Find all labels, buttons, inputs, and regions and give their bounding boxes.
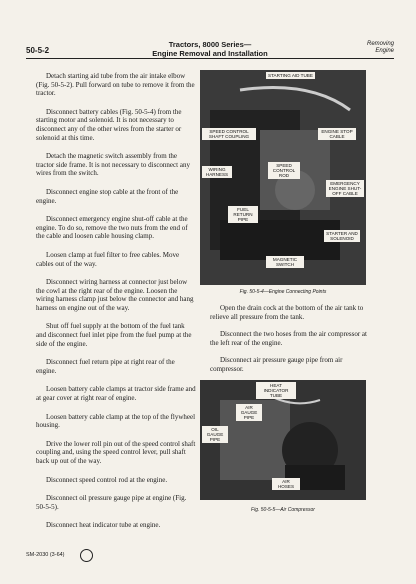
section-tag-line-2: Engine xyxy=(375,48,394,54)
title-line-1: Tractors, 8000 Series— xyxy=(168,40,252,49)
footer-code: SM-2030 (3-64) xyxy=(26,552,65,558)
page-title xyxy=(120,40,300,58)
paragraph: Open the drain cock at the bottom of the air tank to relieve all pressure from the tank. xyxy=(210,304,364,321)
paragraph: Disconnect wiring harness at connector just below the cowl at the right rear of the engine. Loosen the wiring harness clamp just below the connector and hang harness on engine out of the way. xyxy=(36,278,194,312)
right-column xyxy=(210,304,370,383)
label-oil-gauge-pipe: OIL GAUGE PIPE xyxy=(202,426,228,443)
figure-caption: Fig. 50-5-5—Air Compressor xyxy=(251,507,315,513)
paragraph: Disconnect speed control rod at the engine. xyxy=(46,475,168,484)
air-compressor-photo xyxy=(200,380,366,500)
section-tag-line-1: Removing xyxy=(366,41,394,47)
paragraph: Disconnect fuel return pipe at right rear of the engine. xyxy=(36,358,175,375)
label-engine-stop-cable: ENGINE STOP CABLE xyxy=(318,128,356,140)
header-rule xyxy=(26,58,394,59)
label-fuel-return-pipe: FUEL RETURN PIPE xyxy=(228,206,258,223)
paragraph: Disconnect engine stop cable at the front of the engine. xyxy=(36,187,179,205)
label-starting-aid-tube: STARTING AID TUBE xyxy=(268,73,313,78)
paragraph: Detach starting aid tube from the air intake elbow (Fig. 50-5-2). Pull forward on tube to remove it from the tractor. xyxy=(36,72,195,98)
engine-photo xyxy=(200,70,366,285)
label-starter-and-solenoid: STARTER AND SOLENOID xyxy=(324,230,360,242)
paragraph: Detach the magnetic switch assembly from the tractor side frame. It is not necessary to disconnect any wires from the switch. xyxy=(36,152,190,178)
paragraph: Loosen clamp at fuel filter to free cables. Move cables out of the way. xyxy=(36,250,180,268)
label-air-gauge-pipe: AIR GAUGE PIPE xyxy=(236,404,262,421)
label-emergency-shutoff-cable: EMERGENCY ENGINE SHUT-OFF CABLE xyxy=(326,180,364,197)
paragraph: Disconnect battery cables (Fig. 50-5-4) from the starting motor and solenoid. It is not necessary to disconnect any of the other wires from the starter or solenoid at this time. xyxy=(36,107,182,142)
paragraph: Disconnect air pressure gauge pipe from air compressor. xyxy=(210,356,343,373)
left-column xyxy=(36,72,196,540)
paragraph: Drive the lower roll pin out of the speed control shaft coupling and, using the speed control lever, pull shaft back up out of the way. xyxy=(36,439,196,465)
publisher-logo-icon xyxy=(80,549,93,562)
paragraph: Loosen battery cable clamp at the top of the flywheel housing. xyxy=(36,412,196,430)
label-speed-control-shaft-coupling: SPEED CONTROL SHAFT COUPLING xyxy=(202,128,256,140)
figure-caption: Fig. 50-5-4—Engine Connecting Points xyxy=(239,289,327,295)
label-wiring-harness: WIRING HARNESS xyxy=(202,166,232,178)
title-line-2: Engine Removal and Installation xyxy=(152,49,268,58)
label-air-hoses: AIR HOSES xyxy=(272,478,300,490)
section-tag xyxy=(367,41,394,55)
paragraph: Disconnect emergency engine shut-off cable at the engine. To do so, remove the two nuts from the end of the cable and loosen cable housing clamp. xyxy=(36,215,188,241)
paragraph: Shut off fuel supply at the bottom of the fuel tank and disconnect fuel inlet pipe from the fuel pump at the side of the engine. xyxy=(36,322,192,348)
label-heat-indicator-tube: HEAT INDICATOR TUBE xyxy=(256,382,296,399)
paragraph: Disconnect the two hoses from the air compressor at the left rear of the engine. xyxy=(210,330,367,347)
paragraph: Loosen battery cable clamps at tractor side frame and at gear cover at right rear of engine. xyxy=(36,385,196,403)
paragraph: Disconnect heat indicator tube at engine. xyxy=(46,521,161,530)
section-number: 50-5-2 xyxy=(26,46,50,55)
label-speed-control-rod: SPEED CONTROL ROD xyxy=(268,162,300,179)
paragraph: Disconnect oil pressure gauge pipe at engine (Fig. 50-5-5). xyxy=(36,494,187,511)
label-magnetic-switch: MAGNETIC SWITCH xyxy=(266,256,304,268)
